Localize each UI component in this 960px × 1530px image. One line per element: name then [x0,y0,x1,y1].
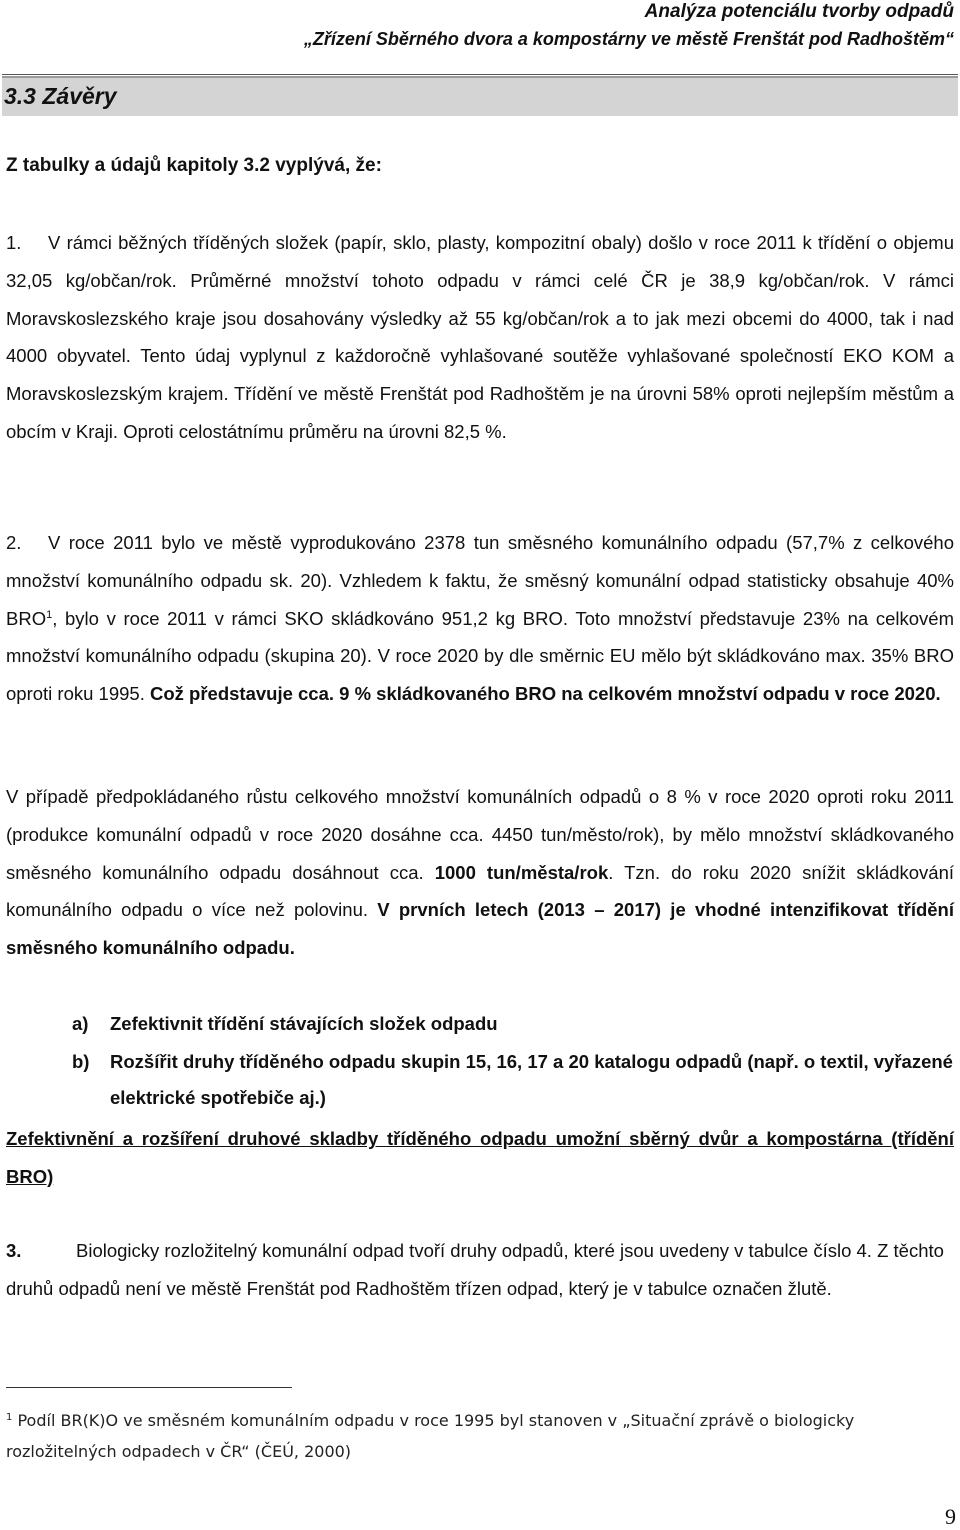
list-item-text: Zefektivnit třídění stávajících složek odpadu [110,1013,498,1034]
footnote-divider [6,1387,292,1388]
paragraph-2b-bold-b: V prvních letech (2013 – 2017) je vhodné intenzifikovat třídění směsného komunálního odpadu. [6,899,954,959]
paragraph-2b-bold-a: 1000 tun/města/rok [434,861,609,883]
intro-line: Z tabulky a údajů kapitoly 3.2 vyplývá, že: [6,155,382,176]
page-number: 9 [945,1504,956,1529]
paragraph-2-bold: Což představuje cca. 9 % skládkovaného BRO na celkovém množství odpadu v roce 2020. [149,683,941,705]
paragraph-1-text: V rámci běžných tříděných složek (papír, sklo, plasty, kompozitní obaly) došlo v roce 2011 k třídění o objemu 32,05 kg/občan/rok. Průměrné množství tohoto odpadu v rámci celé ČR je 38,9 kg/občan/rok. V rámci Moravskoslezského kraje jsou dosahovány výsledky až 55 kg/občan/rok a to jak mezi obcemi do 4000, tak i nad 4000 obyvatel. Tento údaj vyplynul z každoročně vyhlašované soutěže vyhlašované společností EKO KOM a Moravskoslezským krajem. Třídění ve městě Frenštát pod Radhoštěm je na úrovni 58% oproti nejlepším městům a obcím v Kraji. Oproti celostátnímu průměru na úrovni 82,5 %. [6,232,954,442]
paragraph-3-number: 3. [6,1240,22,1261]
section-title: 3.3 Závěry [4,83,117,109]
paragraph-1-number: 1. [6,232,22,253]
paragraph-3-text: Biologicky rozložitelný komunální odpad tvoří druhy odpadů, které jsou uvedeny v tabulce číslo 4. Z těchto druhů odpadů není ve městě Frenštát pod Radhoštěm třízen odpad, který je v tabulce označen žlutě. [6,1240,944,1299]
section-heading-bar [2,76,958,116]
paragraph-2b-text-a: V případě předpokládaného růstu celkového množství komunálních odpadů o 8 % v roce 2020 oproti roku 2011 (produkce komunální odpadů v roce 2020 dosáhne cca. 4450 tun/město/rok), by mělo množství skládkovaného směsného komunálního odpadu dosáhnout cca. [6,786,954,883]
paragraph-2b [6,778,954,967]
list-item-label: a) [72,1013,89,1034]
paragraph-2 [6,524,954,713]
footnote [6,1405,946,1467]
header-divider [2,74,958,75]
paragraph-3 [6,1232,954,1308]
list-item-label: b) [72,1051,90,1072]
paragraph-2b-text-b: . Tzn. do roku 2020 snížit skládkování komunálního odpadu o více než polovinu. [6,861,955,921]
footnote-ref: 1 [46,608,53,621]
list-item [6,1006,954,1042]
action-list [6,1006,954,1116]
paragraph-2-number: 2. [6,532,22,553]
conclusion-statement: Zefektivnění a rozšíření druhové skladby tříděného odpadu umožní sběrný dvůr a kompostárna (třídění BRO) [6,1128,954,1187]
paragraph-1 [6,224,954,451]
header-subtitle: „Zřízení Sběrného dvora a kompostárny ve městě Frenštát pod Radhoštěm“ [303,29,954,49]
header-title: Analýza potenciálu tvorby odpadů [644,1,954,22]
paragraph-2-text-b: , bylo v roce 2011 v rámci SKO skládkováno 951,2 kg BRO. Toto množství představuje 23% na celkovém množství komunálního odpadu (skupina 20). V roce 2020 by dle směrnic EU mělo být skládkováno max. 35% BRO oproti roku 1995. [6,607,954,705]
paragraph-2-text-a: V roce 2011 bylo ve městě vyprodukováno 2378 tun směsného komunálního odpadu (57,7% z celkového množství komunálního odpadu sk. 20). Vzhledem k faktu, že směsný komunální odpad statisticky obsahuje 40% BRO [6,532,954,629]
footnote-mark: 1 [6,1412,13,1423]
footnote-text: Podíl BR(K)O ve směsném komunálním odpadu v roce 1995 byl stanoven v „Situační zprávě o biologicky rozložitelných odpadech v ČR“ (ČEÚ, 2000) [6,1411,855,1461]
list-item-text: Rozšířit druhy tříděného odpadu skupin 15, 16, 17 a 20 katalogu odpadů (např. o textil, vyřazené elektrické spotřebiče aj.) [110,1051,953,1108]
list-item [6,1044,954,1116]
